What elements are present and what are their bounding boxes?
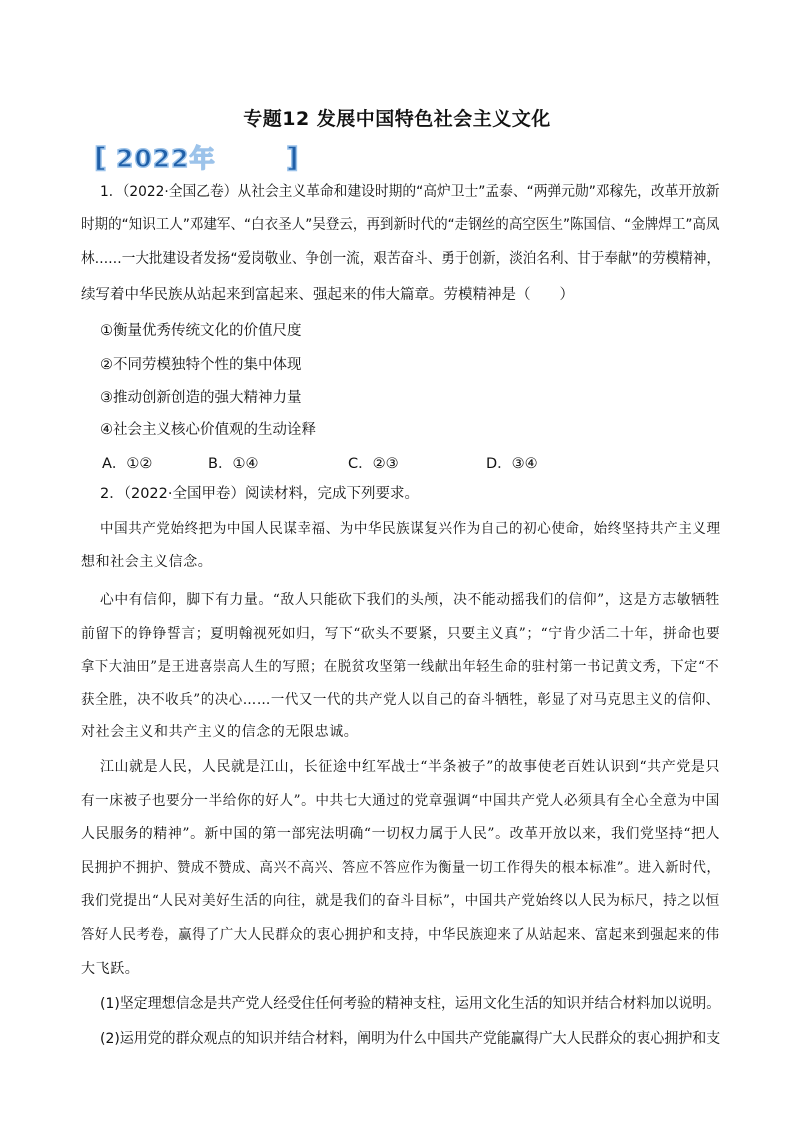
q2-material-line-11: 民拥护不拥护、赞成不赞成、高兴不高兴、答应不答应作为衡量一切工作得失的根本标准”。进入新时代， bbox=[81, 860, 721, 876]
q2-material-line-4: 前留下的铮铮誓言；夏明翰视死如归，写下“砍头不要紧，只要主义真”；“宁肯少活二十年，拼命也要 bbox=[81, 626, 721, 642]
q2-material-line-12: 我们党提出“人民对美好生活的向往，就是我们的奋斗目标”，中国共产党始终以人民为标尺，持之以恒 bbox=[81, 893, 720, 909]
q2-material-line-14: 大飞跃。 bbox=[81, 961, 140, 977]
q1-statement-1: ①衡量优秀传统文化的价值尺度 bbox=[100, 323, 302, 339]
badge-left-bracket: [ bbox=[94, 141, 107, 173]
page-title: 专题12 发展中国特色社会主义文化 bbox=[243, 108, 551, 130]
q1-option-c: C．②③ bbox=[348, 456, 399, 472]
year-badge-text: 2022年 bbox=[116, 144, 216, 173]
q1-option-a: A．①② bbox=[102, 456, 153, 472]
q2-sub-question-1: (1)坚定理想信念是共产党人经受住任何考验的精神支柱，运用文化生活的知识并结合材料加以说明。 bbox=[100, 996, 721, 1012]
q1-stem-line-1: 1．（2022·全国乙卷）从社会主义革命和建设时期的“高炉卫士”孟泰、“两弹元勋”邓稼先，改革开放新 bbox=[100, 184, 720, 200]
q1-option-d: D．③④ bbox=[486, 456, 538, 472]
q2-material-line-6: 获全胜，决不收兵”的决心……一代又一代的共产党人以自己的奋斗牺牲，彰显了对马克思主义的信仰、 bbox=[81, 692, 720, 708]
q2-intro: 2．（2022·全国甲卷）阅读材料，完成下列要求。 bbox=[100, 486, 419, 502]
q1-stem-line-4: 续写着中华民族从站起来到富起来、强起来的伟大篇章。劳模精神是（ ） bbox=[81, 287, 574, 303]
q2-material-line-2: 想和社会主义信念。 bbox=[81, 554, 213, 570]
q1-stem-line-3: 林……一大批建设者发扬“爱岗敬业、争创一流，艰苦奋斗、勇于创新，淡泊名利、甘于奉献”的劳模精神， bbox=[81, 251, 721, 267]
q2-material-line-9: 有一床被子也要分一半给你的好人”。中共七大通过的党章强调“中国共产党人必须具有全心全意为中国 bbox=[81, 793, 720, 809]
q2-sub-question-2: (2)运用党的群众观点的知识并结合材料，阐明为什么中国共产党能赢得广大人民群众的衷心拥护和支 bbox=[100, 1031, 721, 1047]
badge-right-bracket: ] bbox=[286, 141, 299, 173]
q1-stem-line-2: 时期的“知识工人”邓建军、“白衣圣人”吴登云，再到新时代的“走钢丝的高空医生”陈国信、“金牌焊工”高凤 bbox=[81, 217, 720, 233]
q1-statement-4: ④社会主义核心价值观的生动诠释 bbox=[100, 422, 316, 438]
q2-material-line-5: 拿下大油田”是王进喜崇高人生的写照；在脱贫攻坚第一线献出年轻生命的驻村第一书记黄文秀，下定“不 bbox=[81, 659, 720, 675]
year-badge bbox=[90, 141, 302, 173]
q2-material-line-3: 心中有信仰，脚下有力量。“敌人只能砍下我们的头颅，决不能动摇我们的信仰”，这是方志敏牺牲 bbox=[100, 592, 720, 608]
q2-material-line-1: 中国共产党始终把为中国人民谋幸福、为中华民族谋复兴作为自己的初心使命，始终坚持共产主义理 bbox=[100, 521, 721, 537]
q2-material-line-8: 江山就是人民，人民就是江山，长征途中红军战士“半条被子”的故事使老百姓认识到“共产党是只 bbox=[100, 759, 721, 775]
q1-statement-3: ③推动创新创造的强大精神力量 bbox=[100, 390, 302, 406]
q1-option-b: B．①④ bbox=[208, 456, 259, 472]
q2-material-line-13: 答好人民考卷，赢得了广大人民群众的衷心拥护和支持，中华民族迎来了从站起来、富起来到强起来的伟 bbox=[81, 927, 720, 943]
q1-statement-2: ②不同劳模独特个性的集中体现 bbox=[100, 357, 302, 373]
q2-material-line-7: 对社会主义和共产主义的信念的无限忠诚。 bbox=[81, 724, 359, 740]
q2-material-line-10: 人民服务的精神”。新中国的第一部宪法明确“一切权力属于人民”。改革开放以来，我们党坚持“把人 bbox=[81, 826, 721, 842]
